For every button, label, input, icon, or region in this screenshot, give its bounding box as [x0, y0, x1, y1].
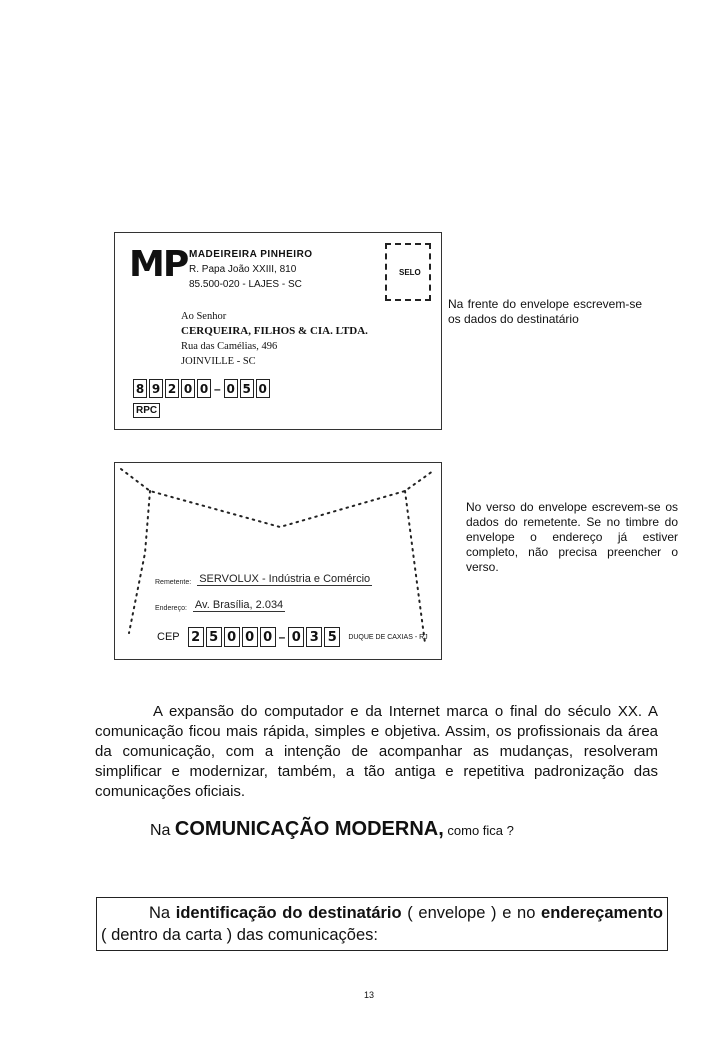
cep-digit: 0 — [260, 627, 276, 647]
sender-name: MADEIREIRA PINHEIRO — [189, 249, 313, 260]
recipient-cep — [133, 379, 270, 398]
boxed-bold2: endereçamento — [541, 904, 663, 922]
envelope-front-image — [114, 232, 442, 430]
note-back: No verso do envelope escrevem-se os dados do remetente. Se no timbre do envelope o endereço já estiver completo, não precisa preencher o verso. — [466, 500, 678, 574]
sender-street: R. Papa João XXIII, 810 — [189, 264, 297, 275]
intro-paragraph-text: A expansão do computador e da Internet marca o final do século XX. A comunicação ficou mais rápida, simples e objetiva. Assim, os profissionais da área da comunicação, com a intenção de acompanhar as mudanças, resolveram simplificar e modernizar, também, a tão antiga e repetitiva padronização das comunicações oficiais. — [95, 703, 658, 800]
back-cep-row — [157, 627, 428, 647]
endereco-value: Av. Brasília, 2.034 — [194, 599, 284, 611]
question-emphasis: COMUNICAÇÃO MODERNA, — [174, 818, 444, 840]
cep-dash: – — [214, 381, 221, 396]
company-logo: MP — [129, 244, 188, 285]
boxed-part1: Na — [149, 904, 176, 922]
recipient-street: Rua das Camélias, 496 — [181, 341, 278, 352]
stamp-label: SELO — [399, 268, 421, 277]
sender-city: 85.500-020 - LAJES - SC — [189, 279, 302, 290]
cep-digit: 0 — [224, 627, 240, 647]
recipient-city: JOINVILLE - SC — [181, 356, 256, 367]
note-front: Na frente do envelope escrevem-se os dados do destinatário — [448, 297, 642, 326]
cep-digit: 2 — [188, 627, 204, 647]
cep-digit: 5 — [206, 627, 222, 647]
question-prefix: Na — [150, 822, 175, 839]
cep-digit: 0 — [242, 627, 258, 647]
boxed-bold1: identificação do destinatário — [175, 904, 402, 922]
envelope-back-image — [114, 462, 442, 660]
question-suffix: como fica ? — [443, 823, 514, 838]
cep-digit: 0 — [288, 627, 304, 647]
boxed-statement — [96, 897, 668, 951]
cep-digit: 8 — [133, 379, 147, 398]
cep-digit: 2 — [165, 379, 179, 398]
cep-digit: 3 — [306, 627, 322, 647]
intro-paragraph — [95, 702, 658, 802]
page-number: 13 — [364, 990, 375, 1000]
cep-digit: 0 — [197, 379, 211, 398]
sender-city: DUQUE DE CAXIAS - RJ — [348, 633, 428, 641]
cep-digit: 0 — [224, 379, 238, 398]
recipient-salutation: Ao Senhor — [181, 311, 227, 322]
cep-digit: 0 — [256, 379, 270, 398]
remetente-value: SERVOLUX - Indústria e Comércio — [199, 573, 371, 585]
sender-row — [155, 573, 372, 586]
stamp-area — [385, 243, 431, 301]
endereco-label: Endereço: — [155, 605, 187, 612]
recipient-block — [181, 309, 368, 369]
cep-digit: 5 — [324, 627, 340, 647]
question-heading — [150, 818, 514, 841]
boxed-part2: ( envelope ) e no — [401, 904, 542, 922]
cep-label: CEP — [157, 631, 180, 643]
remetente-label: Remetente: — [155, 579, 192, 586]
cep-digit: 9 — [149, 379, 163, 398]
cep-dash: – — [278, 630, 286, 644]
sender-block — [189, 247, 313, 292]
rpc-label: RPC — [133, 403, 160, 418]
sender-cep — [188, 627, 341, 647]
cep-digit: 0 — [181, 379, 195, 398]
address-row — [155, 599, 285, 612]
boxed-part3: ( dentro da carta ) das comunicações: — [101, 926, 378, 944]
recipient-name: CERQUEIRA, FILHOS & CIA. LTDA. — [181, 325, 368, 337]
cep-digit: 5 — [240, 379, 254, 398]
